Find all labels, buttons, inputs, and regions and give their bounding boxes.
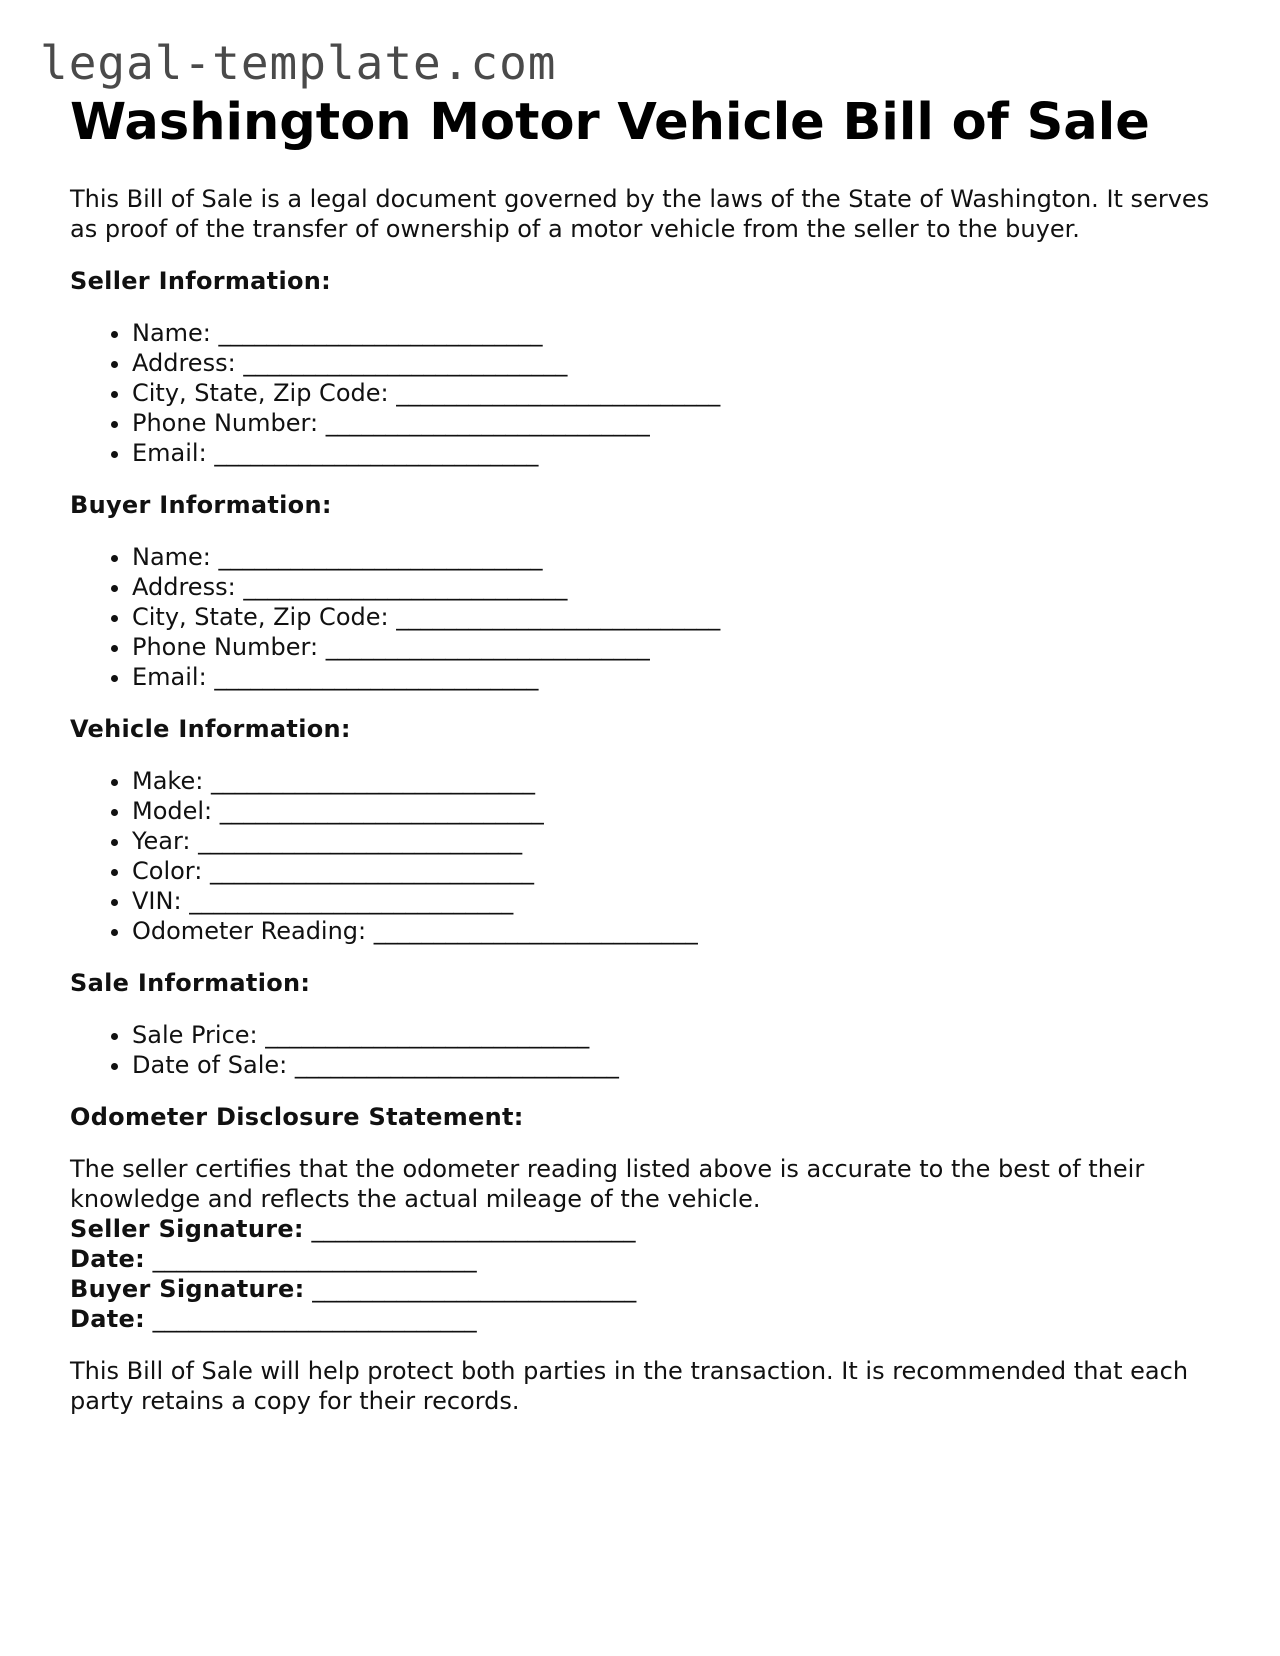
vehicle-make-field[interactable]: • Make: ___________________________ xyxy=(132,766,1220,796)
seller-city-state-zip-field[interactable]: • City, State, Zip Code: ___________________________ xyxy=(132,378,1220,408)
seller-name-field[interactable]: • Name: ___________________________ xyxy=(132,318,1220,348)
sale-date-field[interactable]: • Date of Sale: ___________________________ xyxy=(132,1050,1220,1080)
seller-signature-line[interactable]: Seller Signature: ___________________________ xyxy=(70,1215,636,1243)
watermark-logo: legal-template.com xyxy=(40,36,557,90)
intro-paragraph: This Bill of Sale is a legal document governed by the laws of the State of Washington. It serves as proof of the transfer of ownership of a motor vehicle from the seller to the buyer. xyxy=(70,185,1210,243)
sale-fields-list xyxy=(70,1020,1220,1080)
vehicle-odometer-field[interactable]: • Odometer Reading: ___________________________ xyxy=(132,916,1220,946)
sale-price-field[interactable]: • Sale Price: ___________________________ xyxy=(132,1020,1220,1050)
odometer-section-heading: Odometer Disclosure Statement: xyxy=(70,1103,524,1131)
buyer-date-line[interactable]: Date: ___________________________ xyxy=(70,1305,477,1333)
vehicle-model-field[interactable]: • Model: ___________________________ xyxy=(132,796,1220,826)
vehicle-fields-list xyxy=(70,766,1220,946)
odometer-statement: The seller certifies that the odometer reading listed above is accurate to the best of their knowledge and reflects the actual mileage of the vehicle. xyxy=(70,1155,1145,1213)
sale-section-heading: Sale Information: xyxy=(70,969,311,997)
buyer-section-heading: Buyer Information: xyxy=(70,491,332,519)
closing-paragraph: This Bill of Sale will help protect both parties in the transaction. It is recommended that each party retains a copy for their records. xyxy=(70,1357,1189,1415)
vehicle-section-heading: Vehicle Information: xyxy=(70,715,351,743)
document-body xyxy=(70,92,1220,1416)
seller-date-line[interactable]: Date: ___________________________ xyxy=(70,1245,477,1273)
seller-fields-list xyxy=(70,318,1220,468)
buyer-phone-field[interactable]: • Phone Number: ___________________________ xyxy=(132,632,1220,662)
vehicle-vin-field[interactable]: • VIN: ___________________________ xyxy=(132,886,1220,916)
seller-phone-field[interactable]: • Phone Number: ___________________________ xyxy=(132,408,1220,438)
seller-address-field[interactable]: • Address: ___________________________ xyxy=(132,348,1220,378)
buyer-name-field[interactable]: • Name: ___________________________ xyxy=(132,542,1220,572)
buyer-signature-line[interactable]: Buyer Signature: ___________________________ xyxy=(70,1275,637,1303)
seller-section-heading: Seller Information: xyxy=(70,267,332,295)
vehicle-year-field[interactable]: • Year: ___________________________ xyxy=(132,826,1220,856)
page-title: Washington Motor Vehicle Bill of Sale xyxy=(70,93,1150,152)
buyer-email-field[interactable]: • Email: ___________________________ xyxy=(132,662,1220,692)
buyer-fields-list xyxy=(70,542,1220,692)
buyer-address-field[interactable]: • Address: ___________________________ xyxy=(132,572,1220,602)
seller-email-field[interactable]: • Email: ___________________________ xyxy=(132,438,1220,468)
vehicle-color-field[interactable]: • Color: ___________________________ xyxy=(132,856,1220,886)
buyer-city-state-zip-field[interactable]: • City, State, Zip Code: ___________________________ xyxy=(132,602,1220,632)
